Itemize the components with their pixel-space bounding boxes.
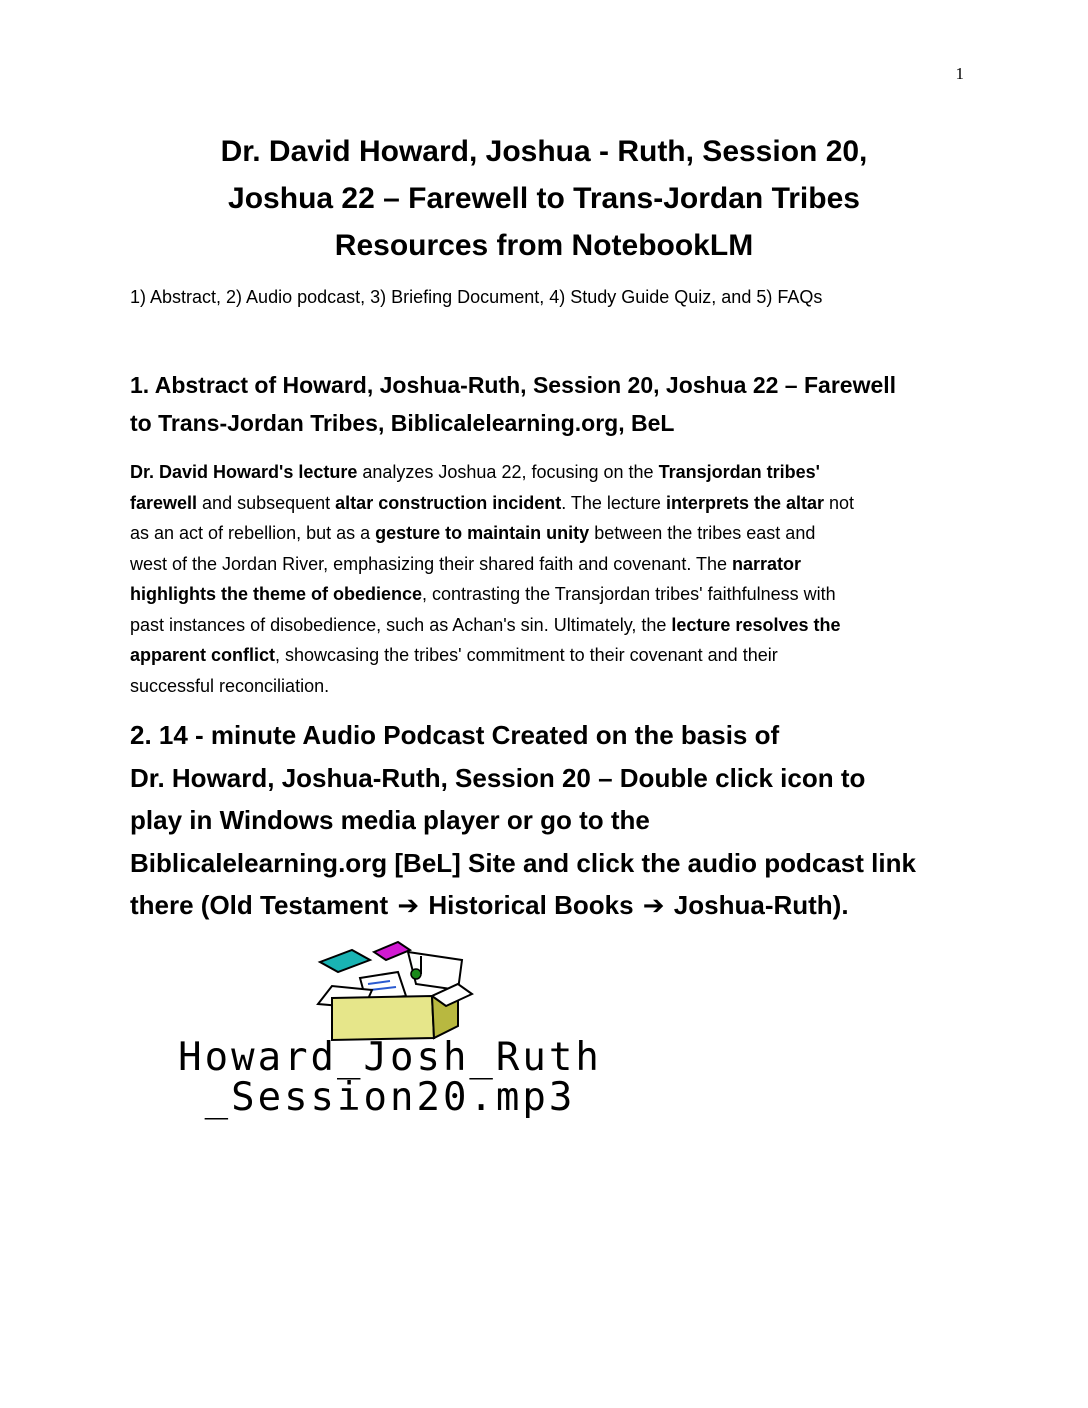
abstract-line: apparent conflict, showcasing the tribes' commitment to their covenant and their [130, 645, 778, 665]
right-arrow-icon: ➔ [642, 890, 665, 920]
section-1-heading [130, 366, 960, 442]
audio-file-link[interactable] [130, 1035, 650, 1120]
abstract-line: farewell and subsequent altar construction incident. The lecture interprets the altar not [130, 492, 855, 513]
abstract-line: highlights the theme of obedience, contrasting the Transjordan tribes' faithfulness with [130, 584, 836, 604]
title-line-3: Resources from NotebookLM [334, 229, 754, 262]
audio-filename-line-2: _Session20.mp3 [204, 1075, 576, 1120]
document-title [130, 128, 958, 269]
section-2-heading [130, 714, 970, 927]
abstract-line: as an act of rebellion, but as a gesture to maintain unity between the tribes east and [130, 523, 816, 543]
section-2-line-4: Biblicalelearning.org [BeL] Site and click the audio podcast link [130, 847, 916, 878]
abstract-paragraph [130, 457, 965, 701]
section-1-heading-line-1: 1. Abstract of Howard, Joshua-Ruth, Session 20, Joshua 22 – Farewell [130, 372, 897, 398]
section-2-line-5: there (Old Testament ➔ Historical Books ➔ Joshua-Ruth). [130, 884, 970, 927]
section-2-line-2: Dr. Howard, Joshua-Ruth, Session 20 – Double click icon to [130, 762, 866, 793]
abstract-line: successful reconciliation. [130, 675, 330, 696]
package-icon[interactable] [312, 938, 482, 1048]
page-number: 1 [955, 64, 964, 83]
title-line-1: Dr. David Howard, Joshua - Ruth, Session 20, [220, 135, 868, 168]
abstract-line: west of the Jordan River, emphasizing their shared faith and covenant. The narrator [130, 553, 802, 574]
audio-filename-line-1: Howard_Josh_Ruth [178, 1035, 602, 1080]
section-2-line-1: 2. 14 - minute Audio Podcast Created on the basis of [130, 720, 780, 750]
right-arrow-icon: ➔ [397, 890, 420, 920]
section-2-line-3: play in Windows media player or go to the [130, 805, 650, 835]
abstract-line: past instances of disobedience, such as Achan's sin. Ultimately, the lecture resolves the [130, 614, 841, 635]
section-1-heading-line-2: to Trans-Jordan Tribes, Biblicalelearning.org, BeL [130, 410, 675, 436]
resources-list: 1) Abstract, 2) Audio podcast, 3) Briefing Document, 4) Study Guide Quiz, and 5) FAQs [130, 287, 823, 307]
abstract-line: Dr. David Howard's lecture analyzes Joshua 22, focusing on the Transjordan tribes' [130, 462, 820, 482]
title-line-2: Joshua 22 – Farewell to Trans-Jordan Tribes [228, 182, 860, 215]
